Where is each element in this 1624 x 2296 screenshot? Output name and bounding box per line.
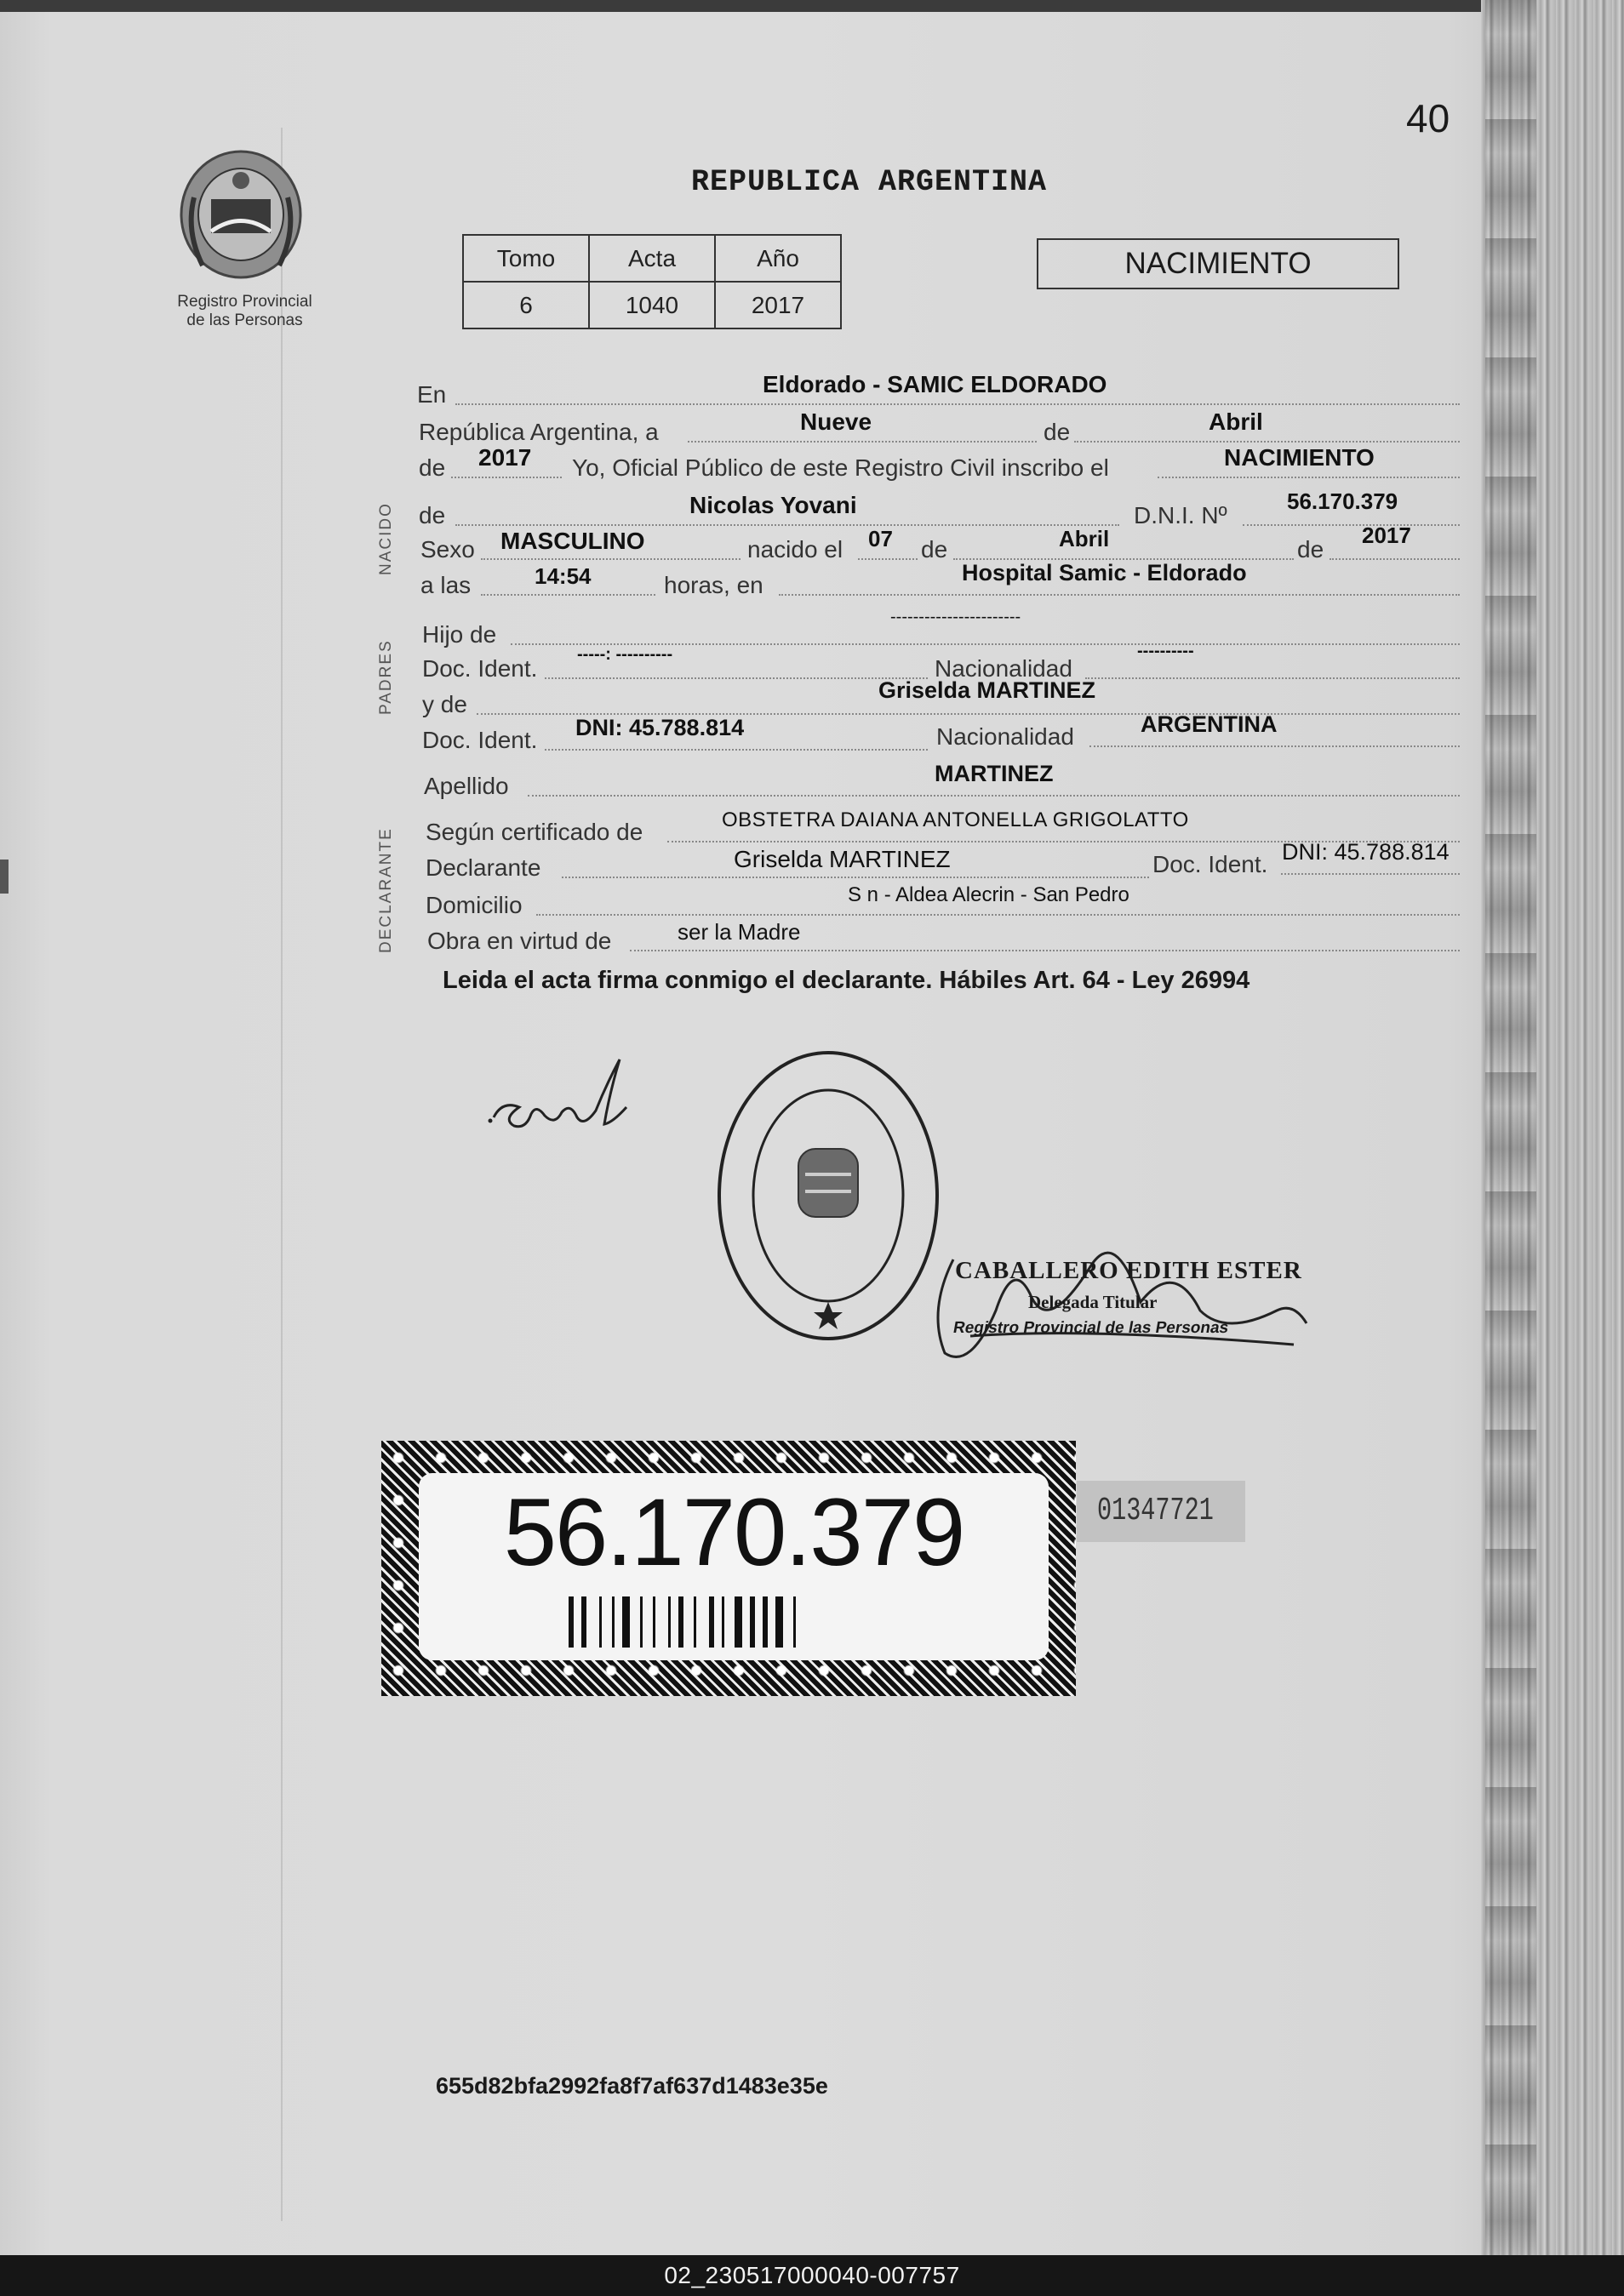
registry-seal: [713, 1047, 943, 1349]
nacido-el-label: nacido el: [747, 536, 843, 563]
control-number: 01347721: [1097, 1493, 1214, 1529]
reference-header: Año: [715, 235, 841, 282]
domicilio-label: Domicilio: [426, 892, 523, 918]
month-value: Abril: [1209, 408, 1263, 435]
lugar-value: Hospital Samic - Eldorado: [962, 560, 1247, 585]
name-value: Nicolas Yovani: [689, 492, 857, 518]
year-label: de: [419, 454, 446, 481]
dni-value: 56.170.379: [1287, 488, 1398, 514]
reference-value: 1040: [589, 282, 715, 328]
official-role: Delegada Titular: [1028, 1292, 1158, 1312]
reference-table: [462, 234, 842, 329]
a-las-label: a las: [420, 572, 472, 598]
sexo-label: Sexo: [420, 536, 475, 563]
dotted-line: [1281, 873, 1460, 875]
padre-value: -----------------------: [890, 608, 1021, 626]
dotted-line: [455, 524, 1119, 526]
dotted-line: [455, 403, 1460, 405]
y-de-label: y de: [422, 691, 467, 717]
republica-label: República Argentina, a: [419, 419, 659, 445]
birth-month-value: Abril: [1059, 526, 1110, 551]
dotted-line: [688, 441, 1037, 443]
day-value: Nueve: [800, 408, 872, 435]
apellido-value: MARTINEZ: [935, 761, 1054, 786]
declarante-label: Declarante: [426, 854, 541, 881]
reference-header: Tomo: [463, 235, 589, 282]
reference-header-row: [463, 235, 841, 282]
dotted-line: [481, 594, 655, 596]
reference-value: 2017: [715, 282, 841, 328]
label-number: 56.170.379: [503, 1479, 964, 1585]
apellido-label: Apellido: [424, 773, 509, 799]
birth-de-label: de: [921, 536, 948, 563]
dotted-line: [1158, 477, 1460, 478]
birth-year-label: de: [1297, 536, 1324, 563]
declarante-value: Griselda MARTINEZ: [734, 846, 951, 872]
section-label-padres: PADRES: [377, 639, 395, 715]
inscribo-value: NACIMIENTO: [1224, 444, 1375, 471]
hijo-de-label: Hijo de: [422, 621, 497, 648]
dotted-line: [1330, 558, 1460, 560]
dotted-line: [1089, 745, 1460, 747]
padre-nac-value: ----------: [1137, 642, 1194, 660]
file-name-footer: 02_230517000040-007757: [0, 2255, 1624, 2296]
name-label: de: [419, 502, 446, 528]
barcode-icon: [569, 1596, 901, 1652]
province-crest-icon: [177, 146, 305, 291]
security-label-inner: [419, 1473, 1049, 1660]
document-hash: 655d82bfa2992fa8f7af637d1483e35e: [436, 2073, 828, 2099]
page-stack-shadow: [1485, 0, 1536, 2255]
reference-header: Acta: [589, 235, 715, 282]
section-label-nacido: NACIDO: [377, 502, 395, 575]
dotted-line: [1085, 677, 1460, 679]
padre-doc-value: -----: ----------: [577, 645, 673, 664]
dotted-line: [451, 477, 562, 478]
document-title: REPUBLICA ARGENTINA: [691, 165, 1048, 199]
closing-statement: Leida el acta firma conmigo el declarante. Hábiles Art. 64 - Ley 26994: [443, 967, 1250, 994]
dotted-line: [545, 677, 928, 679]
en-value: Eldorado - SAMIC ELDORADO: [763, 371, 1107, 397]
official-department: Registro Provincial de las Personas: [952, 1319, 1231, 1337]
dotted-line: [630, 950, 1460, 951]
en-label: En: [417, 381, 447, 408]
section-label-declarante: DECLARANTE: [377, 827, 395, 953]
security-label: [381, 1441, 1076, 1696]
dotted-line: [545, 749, 928, 751]
dotted-line: [562, 877, 1149, 878]
nacionalidad-label: Nacionalidad: [935, 655, 1072, 682]
dotted-line: [858, 558, 918, 560]
segun-value: OBSTETRA DAIANA ANTONELLA GRIGOLATTO: [722, 808, 1189, 831]
reference-value-row: [463, 282, 841, 328]
dotted-line: [1074, 441, 1460, 443]
official-name: CABALLERO EDITH ESTER: [955, 1257, 1302, 1284]
dotted-line: [481, 558, 741, 560]
hora-value: 14:54: [535, 563, 592, 589]
oficial-text: Yo, Oficial Público de este Registro Civil inscribo el: [572, 454, 1109, 481]
obra-label: Obra en virtud de: [427, 928, 612, 954]
nacionalidad-label: Nacionalidad: [936, 723, 1074, 750]
page-number: 40: [1406, 96, 1450, 140]
birth-year-value: 2017: [1362, 523, 1411, 548]
binding-mark: [0, 860, 9, 894]
declarante-signature: [477, 1051, 630, 1149]
domicilio-value: S n - Aldea Alecrin - San Pedro: [848, 883, 1129, 906]
reference-value: 6: [463, 282, 589, 328]
birth-day-value: 07: [868, 526, 893, 551]
obra-value: ser la Madre: [678, 919, 801, 945]
dotted-line: [779, 594, 1460, 596]
doc-ident-label: Doc. Ident.: [422, 655, 538, 682]
de-label: de: [1044, 419, 1071, 445]
doc-ident-label: Doc. Ident.: [1152, 851, 1268, 877]
segun-label: Según certificado de: [426, 819, 643, 845]
dotted-line: [528, 795, 1460, 797]
madre-nac-value: ARGENTINA: [1141, 711, 1278, 737]
sexo-value: MASCULINO: [500, 528, 645, 554]
crest-caption-line: Registro Provincial: [177, 293, 312, 311]
horas-en-label: horas, en: [664, 572, 763, 598]
top-edge: [0, 0, 1624, 12]
year-value: 2017: [478, 444, 532, 471]
madre-doc-value: DNI: 45.788.814: [575, 715, 745, 740]
doc-ident-label: Doc. Ident.: [422, 727, 538, 753]
dotted-line: [1243, 524, 1460, 526]
crest-caption: [153, 293, 336, 330]
dotted-line: [536, 914, 1460, 916]
fold-line: [281, 128, 283, 2221]
control-number-box: [1077, 1481, 1245, 1542]
document-type-box: NACIMIENTO: [1037, 238, 1399, 289]
madre-value: Griselda MARTINEZ: [878, 677, 1096, 703]
dni-label: D.N.I. Nº: [1134, 502, 1227, 528]
declarante-doc-value: DNI: 45.788.814: [1282, 839, 1450, 865]
crest-caption-line: de las Personas: [186, 311, 303, 329]
